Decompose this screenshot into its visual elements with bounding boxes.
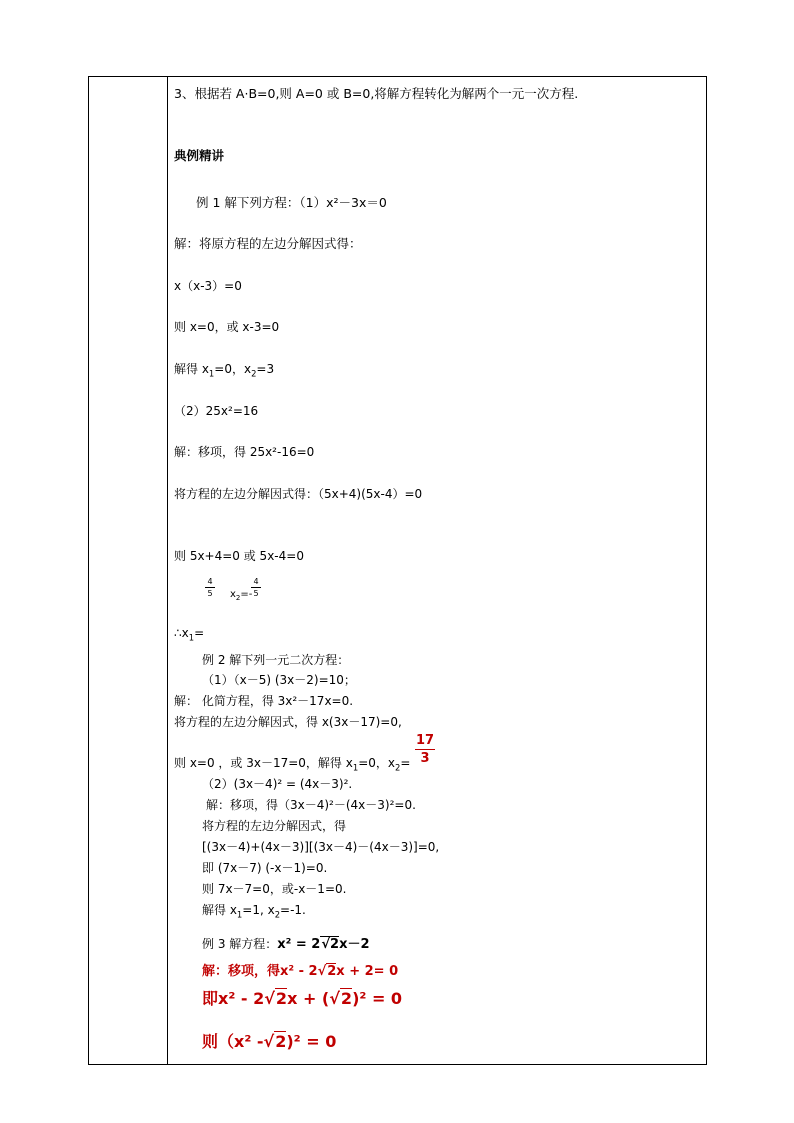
example-1-title: 例 1 解下列方程：（1）x²－3x＝0 bbox=[196, 195, 387, 210]
equation-line: 将方程的左边分解因式，得 bbox=[202, 819, 347, 833]
equation-line: 则 5x+4=0 或 5x-4=0 bbox=[174, 549, 304, 563]
section-heading: 典例精讲 bbox=[174, 148, 225, 163]
fraction: 17 3 bbox=[415, 733, 435, 766]
solution-red-line: 则（x² -√2)² = 0 bbox=[202, 1032, 337, 1051]
equation-line: 解：移项，得（3x－4)²－(4x－3)²=0. bbox=[206, 798, 416, 812]
table-frame bbox=[88, 76, 707, 1065]
equation-line: 将方程的左边分解因式，得 x(3x－17)=0, bbox=[174, 715, 402, 729]
method-step-3: 3、根据若 A·B=0,则 A=0 或 B=0,将解方程转化为解两个一元一次方程. bbox=[174, 86, 579, 101]
equation-line: 即 (7x－7) (-x－1)=0. bbox=[202, 861, 328, 875]
solution-red-line: 解：移项，得x² - 2√2x + 2= 0 bbox=[202, 964, 399, 979]
equation-line: （1）（x－5) (3x－2)=10； bbox=[202, 673, 356, 687]
equation-line: x（x-3）=0 bbox=[174, 279, 242, 293]
result-line: $\therefore x_1=$ bbox=[174, 626, 205, 643]
equation-line: （2）25x²=16 bbox=[174, 404, 259, 418]
fraction: 4 5 bbox=[251, 577, 261, 598]
result-line: 解得 $x_1=1$, $x_2=-1$. bbox=[202, 903, 306, 920]
result-line: 解得 $x_1=0$，$x_2=3$ bbox=[174, 362, 275, 379]
equation-line: 则 x=0，或 x-3=0 bbox=[174, 320, 280, 334]
column-divider bbox=[167, 76, 168, 1065]
equation-line: 解： 化简方程，得 3x²－17x=0. bbox=[174, 694, 354, 708]
example-3-title: 例 3 解方程：x² = 2√2x－2 bbox=[202, 937, 370, 952]
equation-line: [(3x－4)+(4x－3)][(3x－4)－(4x－3)]=0, bbox=[202, 840, 440, 854]
result-line: 则 x=0 ，或 3x－17=0，解得 $x_1=0$，$x_2=$ bbox=[174, 756, 411, 773]
fraction: 4 5 bbox=[205, 577, 215, 598]
solution-red-line: 即x² - 2√2x + (√2)² = 0 bbox=[202, 989, 403, 1008]
equation-line: 将方程的左边分解因式得：（5x+4)(5x-4）=0 bbox=[174, 487, 423, 501]
result-line: $x_2=-$ bbox=[230, 589, 253, 602]
equation-line: （2）(3x－4)² = (4x－3)². bbox=[202, 777, 353, 791]
equation-line: 解：移项，得 25x²-16=0 bbox=[174, 445, 315, 459]
solution-line: 解：将原方程的左边分解因式得： bbox=[174, 236, 362, 251]
equation-line: 则 7x－7=0，或-x－1=0. bbox=[202, 882, 347, 896]
example-2-title: 例 2 解下列一元二次方程： bbox=[202, 653, 350, 667]
